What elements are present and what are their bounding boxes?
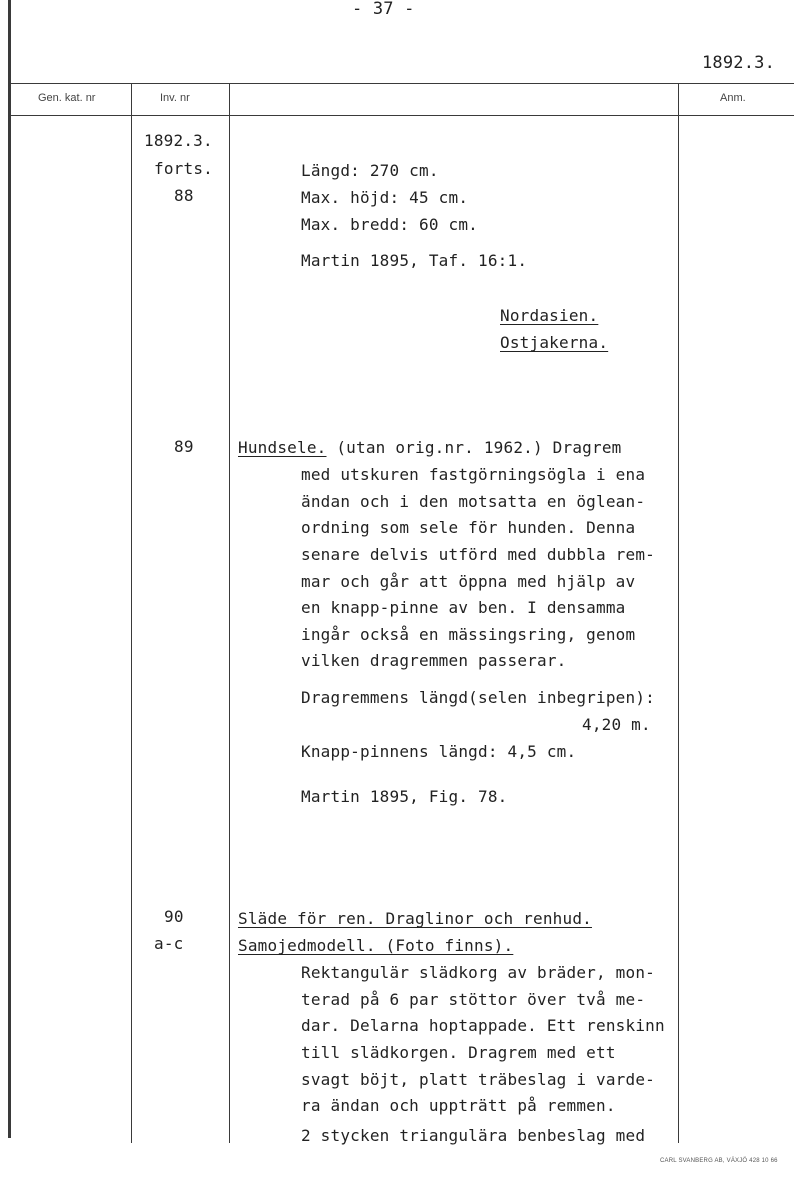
entry-90-title-line2: Samojedmodell. (Foto finns). [238, 936, 514, 955]
entry-89-strap-length-label: Dragremmens längd(selen inbegripen): [301, 688, 655, 707]
column-divider-2 [229, 83, 230, 1143]
inv-item-88: 88 [174, 186, 194, 205]
header-gen-kat-nr: Gen. kat. nr [38, 92, 96, 104]
entry-89-line: ingår också en mässingsring, genom [301, 625, 636, 644]
catalog-ref-top: 1892.3. [702, 53, 776, 73]
inv-item-90-sub: a-c [154, 934, 184, 953]
entry-88-width: Max. bredd: 60 cm. [301, 215, 478, 234]
entry-89-title: Hundsele. [238, 438, 327, 457]
entry-89-line: vilken dragremmen passerar. [301, 651, 567, 670]
entry-88-people: Ostjakerna. [500, 333, 609, 352]
entry-89-reference: Martin 1895, Fig. 78. [301, 787, 508, 806]
column-divider-1 [131, 83, 132, 1143]
entry-90-line: dar. Delarna hoptappade. Ett renskinn [301, 1016, 665, 1035]
entry-89-line: ändan och i den motsatta en öglean- [301, 492, 646, 511]
entry-89-line: en knapp-pinne av ben. I densamma [301, 598, 626, 617]
header-inv-nr: Inv. nr [160, 92, 190, 104]
header-top-line [11, 83, 794, 84]
entry-89-line: senare delvis utförd med dubbla rem- [301, 545, 655, 564]
column-divider-3 [678, 83, 679, 1143]
inv-ref: 1892.3. [144, 131, 213, 150]
header-anm: Anm. [720, 92, 746, 104]
left-margin-line [8, 0, 11, 1138]
entry-89-line: mar och går att öppna med hjälp av [301, 572, 636, 591]
entry-89-line: ordning som sele för hunden. Denna [301, 518, 636, 537]
entry-88-length: Längd: 270 cm. [301, 161, 439, 180]
entry-89-first-line [238, 434, 621, 461]
header-bottom-line [11, 115, 794, 116]
entry-90-line: svagt böjt, platt träbeslag i varde- [301, 1070, 655, 1089]
inv-item-89: 89 [174, 437, 194, 456]
inv-item-90: 90 [164, 907, 184, 926]
entry-90-line: 2 stycken triangulära benbeslag med [301, 1126, 646, 1145]
entry-90-line: till slädkorgen. Dragrem med ett [301, 1043, 616, 1062]
entry-89-line: med utskuren fastgörningsögla i ena [301, 465, 646, 484]
entry-88-height: Max. höjd: 45 cm. [301, 188, 469, 207]
entry-90-line: ra ändan och uppträtt på remmen. [301, 1096, 616, 1115]
entry-90-title-line1: Släde för ren. Draglinor och renhud. [238, 909, 592, 928]
entry-89-pin-length: Knapp-pinnens längd: 4,5 cm. [301, 742, 577, 761]
entry-88-reference: Martin 1895, Taf. 16:1. [301, 251, 528, 270]
entry-90-line: terad på 6 par stöttor över två me- [301, 990, 646, 1009]
entry-90-line: Rektangulär slädkorg av bräder, mon- [301, 963, 655, 982]
entry-89-first-line-rest: (utan orig.nr. 1962.) Dragrem [326, 438, 622, 457]
entry-89-strap-length-value: 4,20 m. [582, 715, 651, 734]
page-number: - 37 - [352, 0, 415, 19]
entry-88-region: Nordasien. [500, 306, 599, 325]
printer-footer: CARL SVANBERG AB, VÄXJÖ 428 10 66 [660, 1158, 778, 1164]
inv-forts: forts. [154, 159, 213, 178]
